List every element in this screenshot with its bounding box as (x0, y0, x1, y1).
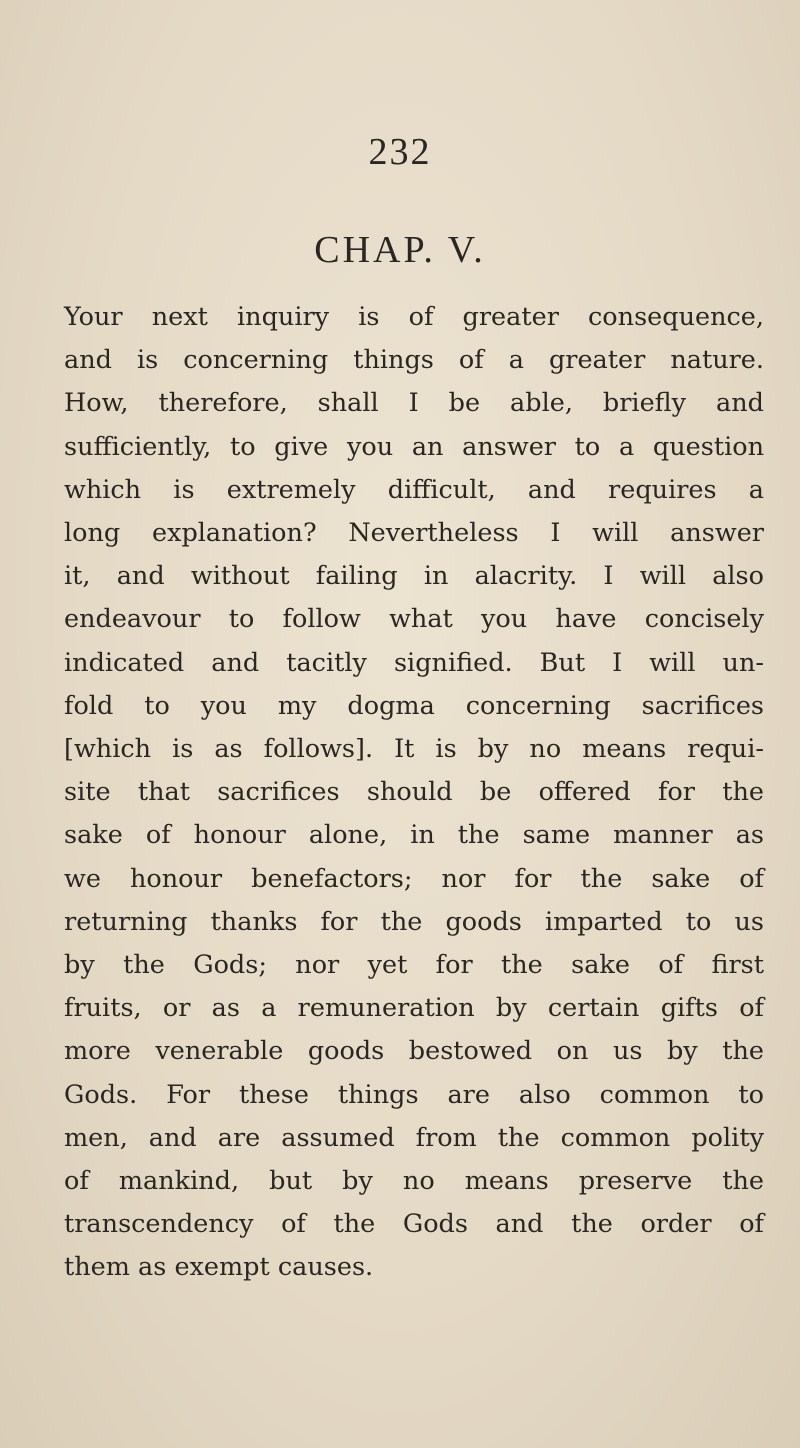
text-line: and is concerning things of a greater nature. (64, 345, 764, 376)
text-line: fruits, or as a remuneration by certain gifts of (64, 993, 764, 1024)
text-line: sufficiently, to give you an answer to a question (64, 431, 764, 462)
text-line: returning thanks for the goods imparted to us (64, 906, 764, 937)
text-line: fold to you my dogma concerning sacrifices (64, 690, 764, 721)
text-line: How, therefore, shall I be able, briefly and (64, 388, 764, 419)
text-line: men, and are assumed from the common polity (64, 1122, 764, 1153)
text-line: of mankind, but by no means preserve the (64, 1166, 764, 1197)
text-line: which is extremely difficult, and requires a (64, 474, 764, 505)
text-line: sake of honour alone, in the same manner as (64, 820, 764, 851)
body-text (64, 296, 764, 1290)
text-line: we honour benefactors; nor for the sake of (64, 863, 764, 894)
page-number: 232 (368, 131, 432, 173)
text-line: Your next inquiry is of greater consequence, (64, 302, 764, 332)
text-line: more venerable goods bestowed on us by the (64, 1036, 764, 1067)
text-line: indicated and tacitly signified. But I will un- (64, 647, 764, 678)
text-line: them as exempt causes. (64, 1252, 374, 1283)
chapter-heading: CHAP. V. (314, 229, 486, 271)
text-line: long explanation? Nevertheless I will answer (64, 518, 764, 549)
text-line: site that sacrifices should be offered for the (64, 777, 764, 808)
text-line: by the Gods; nor yet for the sake of first (64, 950, 764, 981)
text-line: transcendency of the Gods and the order of (64, 1209, 764, 1240)
text-line: endeavour to follow what you have concisely (64, 604, 764, 635)
text-line: Gods. For these things are also common to (64, 1079, 764, 1110)
text-line: [which is as follows]. It is by no means requi- (64, 734, 764, 765)
text-line: it, and without failing in alacrity. I will also (64, 561, 764, 592)
